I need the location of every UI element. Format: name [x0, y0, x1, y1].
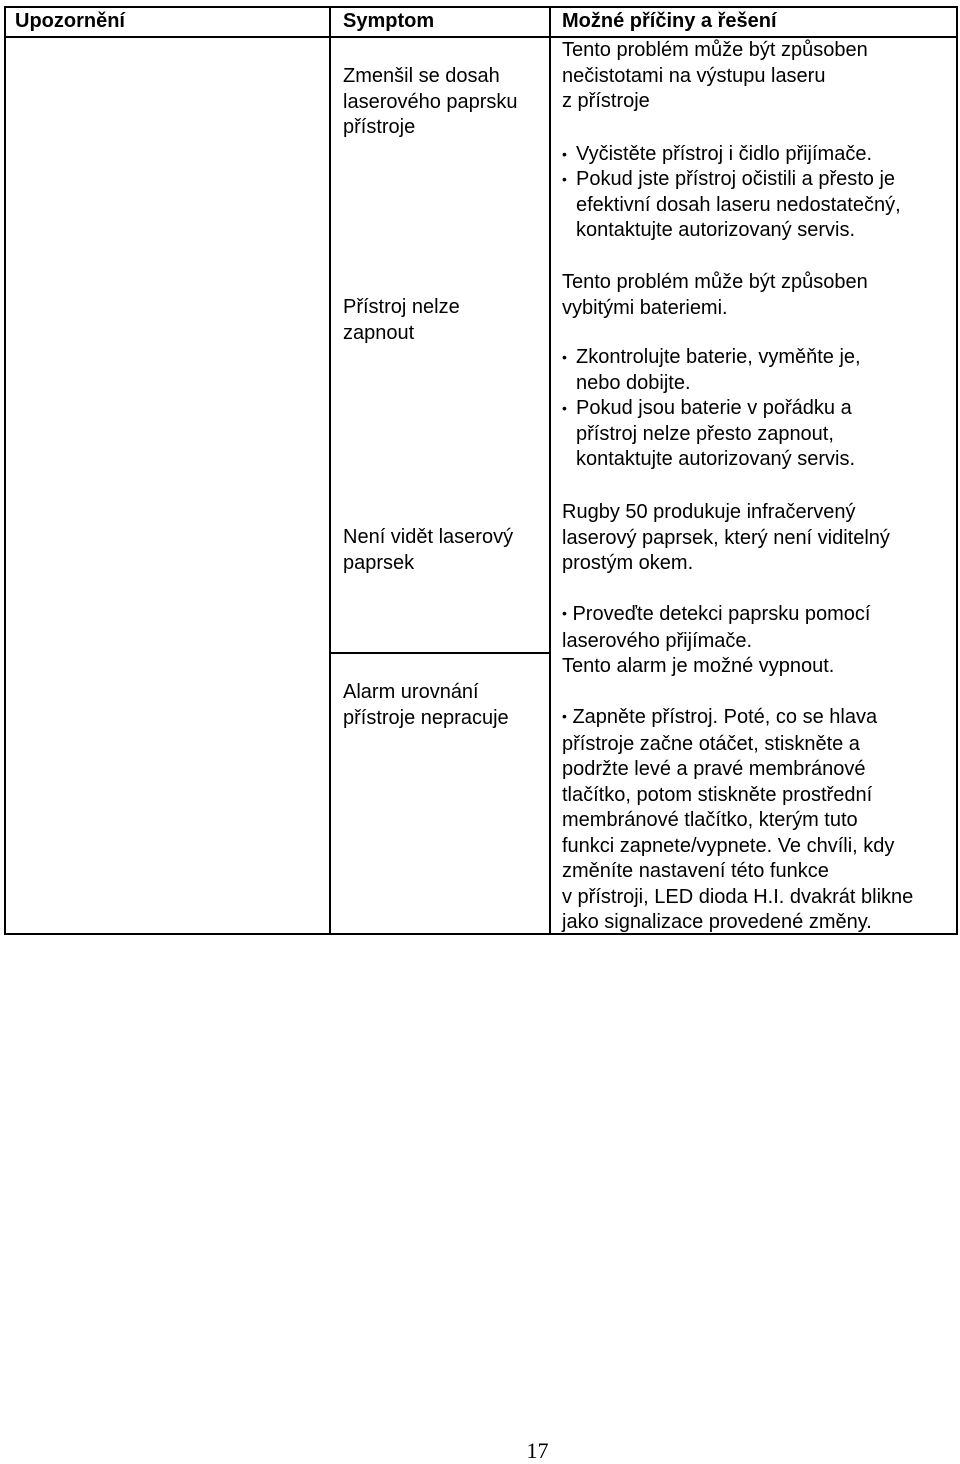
row3-step-1-text: Proveďte detekci paprsku pomocí laserového přijímače. [562, 603, 871, 652]
row4-step-1: • Zapněte přístroj. Poté, co se hlava přístroje začne otáčet, stiskněte a podržte levé a pravé membránové tlačítko, potom stiskněte prostřední membránové tlačítko, kterým tuto funkci zapnete/vypnete. Ve chvíli, kdy změníte nastavení této funkce v přístroji, LED dioda H.I. dvakrát blikne jako signalizace provedené změny. [562, 706, 914, 933]
row1-step-2: • Pokud jste přístroj očistili a přesto je efektivní dosah laseru nedostatečný, kontaktujte autorizovaný servis. [562, 167, 901, 244]
row3-step-1: • Proveďte detekci paprsku pomocí laserového přijímače. [562, 603, 871, 652]
header-symptom: Symptom [343, 10, 435, 32]
row2-step-2: • Pokud jsou baterie v pořádku a přístroj nelze přesto zapnout, kontaktujte autorizovaný servis. [562, 396, 855, 473]
header-priciny-a-reseni: Možné příčiny a řešení [562, 10, 777, 32]
row4-step-1-text: Zapněte přístroj. Poté, co se hlava přístroje začne otáčet, stiskněte a podržte levé a pravé membránové tlačítko, potom stiskněte prostřední membránové tlačítko, kterým tuto funkci zapnete/vypnete. Ve chvíli, kdy změníte nastavení této funkce v přístroji, LED dioda H.I. dvakrát blikne jako signalizace provedené změny. [562, 706, 914, 933]
row1-cause: Tento problém může být způsoben nečistotami na výstupu laseru z přístroje [562, 39, 868, 112]
row2-step-1: • Zkontrolujte baterie, vyměňte je, nebo dobijte. [562, 345, 861, 396]
row4-symptom: Alarm urovnání přístroje nepracuje [343, 681, 509, 729]
header-upozorneni: Upozornění [15, 10, 125, 32]
page-number: 17 [526, 1438, 549, 1463]
row2-symptom: Přístroj nelze zapnout [343, 296, 460, 344]
row1-step-1: • Vyčistěte přístroj i čidlo přijímače. [562, 142, 872, 168]
row3-symptom: Není vidět laserový paprsek [343, 526, 514, 574]
row3-cause: Rugby 50 produkuje infračervený laserový paprsek, který není viditelný prostým okem. [562, 501, 890, 574]
row2-cause: Tento problém může být způsoben vybitými bateriemi. [562, 271, 868, 319]
row1-symptom: Zmenšil se dosah laserového paprsku přístroje [343, 65, 518, 138]
row4-cause: Tento alarm je možné vypnout. [562, 655, 835, 677]
